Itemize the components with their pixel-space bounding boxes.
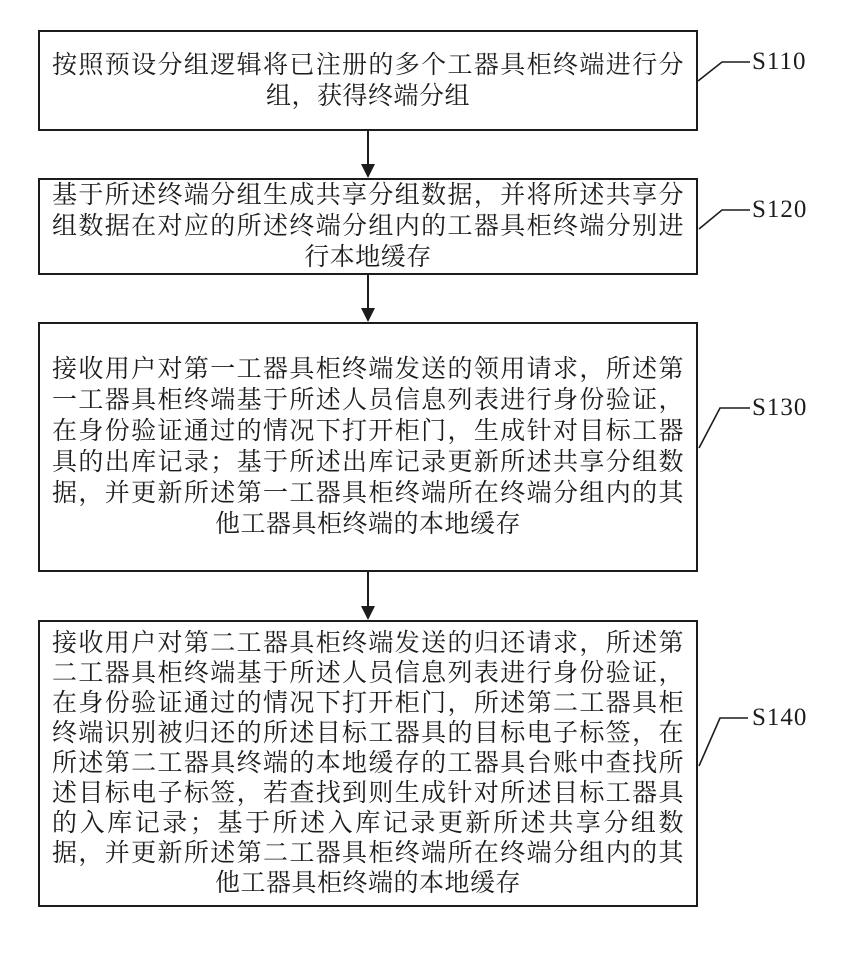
step-text-s120: 基于所述终端分组生成共享分组数据，并将所述共享分组数据在对应的所述终端分组内的工器具柜终端分别进行本地缓存 <box>52 182 684 271</box>
leader-line-s110 <box>698 62 750 81</box>
step-box-s140 <box>38 620 698 907</box>
step-box-s130 <box>38 322 698 572</box>
step-text-s110: 按照预设分组逻辑将已注册的多个工器具柜终端进行分组，获得终端分组 <box>52 51 684 110</box>
step-label-s140: S140 <box>752 704 808 731</box>
leader-line-s140 <box>699 718 748 766</box>
step-text-s130: 接收用户对第一工器具柜终端发送的领用请求，所述第一工器具柜终端基于所述人员信息列表进行身份验证，在身份验证通过的情况下打开柜门，生成针对目标工器具的出库记录；基于所述出库记录更新所述共享分组数据，并更新所述第一工器具柜终端所在终端分组内的其他工器具柜终端的本地缓存 <box>52 356 684 538</box>
step-box-s110 <box>38 30 698 131</box>
leader-line-s120 <box>699 210 750 229</box>
leader-line-s130 <box>699 408 750 448</box>
down-arrow-2 <box>361 275 375 322</box>
step-label-s130: S130 <box>752 394 808 421</box>
step-label-s120: S120 <box>752 196 808 223</box>
step-text-s140: 接收用户对第二工器具柜终端发送的归还请求，所述第二工器具柜终端基于所述人员信息列表进行身份验证，在身份验证通过的情况下打开柜门，所述第二工器具柜终端识别被归还的所述目标工器具的目标电子标签，在所述第二工器具终端的本地缓存的工器具台账中查找所述目标电子标签，若查找到则生成针对所述目标工器具的入库记录；基于所述入库记录更新所述共享分组数据，并更新所述第二工器具柜终端所在终端分组内的其他工器具柜终端的本地缓存 <box>52 629 684 897</box>
step-box-s120 <box>38 178 698 275</box>
down-arrow-3 <box>361 572 375 620</box>
step-label-s110: S110 <box>752 48 807 75</box>
down-arrow-1 <box>361 131 375 178</box>
